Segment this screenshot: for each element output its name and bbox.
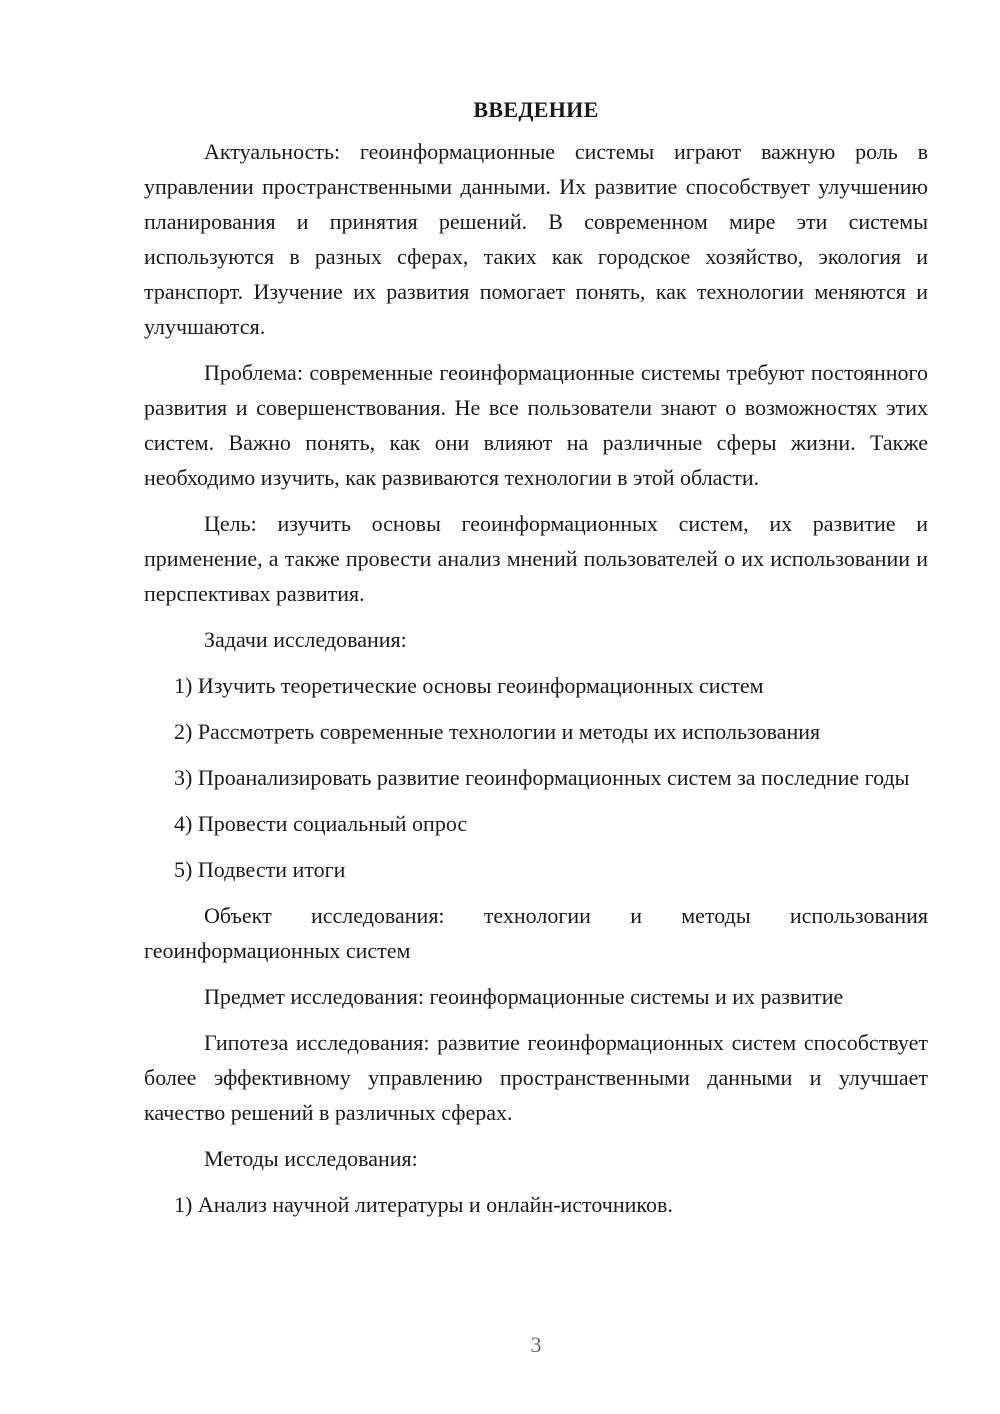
task-item: 4) Провести социальный опрос bbox=[174, 811, 468, 836]
tasks-heading: Задачи исследования: bbox=[204, 627, 407, 652]
relevance-paragraph: Актуальность: геоинформационные системы играют важную роль в управлении пространственными данными. Их развитие способствует улучшению планирования и принятия решений. В современном мире эти системы используются в разных сферах, таких как городское хозяйство, экология и транспорт. Изучение их развития помогает понять, как технологии меняются и улучшаются. bbox=[144, 139, 928, 339]
task-item: 1) Изучить теоретические основы геоинформационных систем bbox=[174, 673, 764, 698]
methods-heading: Методы исследования: bbox=[204, 1146, 418, 1171]
goal-paragraph: Цель: изучить основы геоинформационных систем, их развитие и применение, а также провести анализ мнений пользователей о их использовании и перспективах развития. bbox=[144, 511, 928, 606]
subject-paragraph: Предмет исследования: геоинформационные системы и их развитие bbox=[204, 984, 844, 1009]
problem-paragraph: Проблема: современные геоинформационные системы требуют постоянного развития и совершенствования. Не все пользователи знают о возможностях этих систем. Важно понять, как они влияют на различные сферы жизни. Также необходимо изучить, как развиваются технологии в этой области. bbox=[144, 360, 928, 490]
method-item: 1) Анализ научной литературы и онлайн-источников. bbox=[174, 1192, 673, 1217]
task-item: 5) Подвести итоги bbox=[174, 857, 346, 882]
task-item: 2) Рассмотреть современные технологии и методы их использования bbox=[174, 719, 821, 744]
object-paragraph: Объект исследования: технологии и методы использования геоинформационных систем bbox=[144, 903, 928, 963]
page-number: 3 bbox=[530, 1332, 542, 1357]
document-page bbox=[144, 94, 928, 1222]
hypothesis-paragraph: Гипотеза исследования: развитие геоинформационных систем способствует более эффективному управлению пространственными данными и улучшает качество решений в различных сферах. bbox=[144, 1030, 928, 1125]
section-title: ВВЕДЕНИЕ bbox=[473, 97, 599, 122]
task-item: 3) Проанализировать развитие геоинформационных систем за последние годы bbox=[174, 765, 910, 790]
